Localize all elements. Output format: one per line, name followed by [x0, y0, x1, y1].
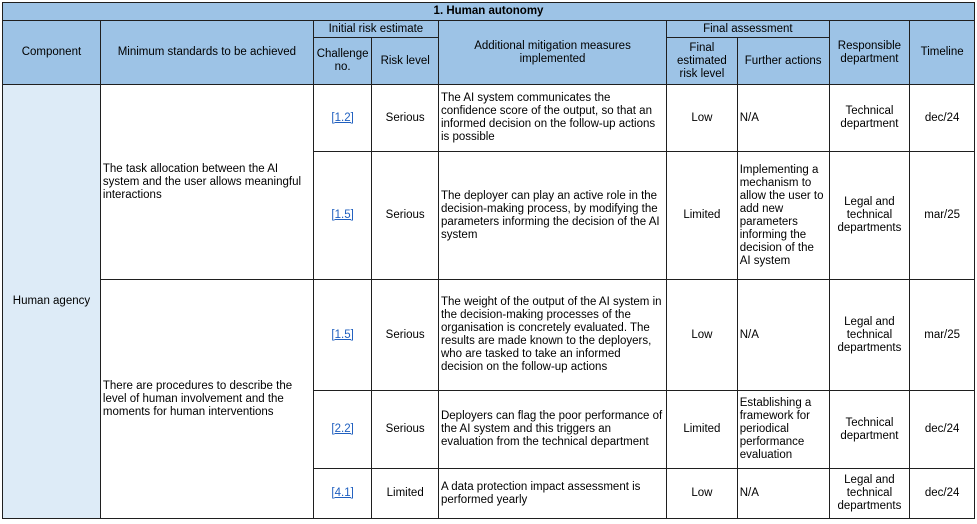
timeline-cell: mar/25 [910, 280, 975, 391]
challenge-link[interactable]: [1.5] [331, 209, 354, 221]
challenge-link[interactable]: [2.2] [331, 423, 354, 435]
further-actions-cell: N/A [737, 85, 829, 152]
final-risk-cell: Low [667, 85, 738, 152]
challenge-link[interactable]: [1.2] [331, 111, 354, 124]
mitigation-cell: The AI system communicates the confidence score of the output, so that an informed decision on the follow-up actions is possible [438, 85, 666, 152]
final-risk-cell: Low [667, 280, 738, 391]
department-cell: Technical department [829, 85, 910, 152]
further-actions-cell: N/A [737, 280, 829, 391]
component-cell: Human agency [3, 85, 101, 519]
header-further-actions: Further actions [737, 38, 829, 85]
mitigation-cell: A data protection impact assessment is performed yearly [438, 469, 666, 519]
header-risk-level: Risk level [372, 38, 439, 85]
final-risk-cell: Low [667, 469, 738, 519]
risk-level-cell: Serious [372, 280, 439, 391]
table-row [3, 85, 975, 152]
final-risk-cell: Limited [667, 391, 738, 469]
standard-cell: There are procedures to describe the level of human involvement and the moments for human interventions [100, 280, 313, 519]
department-cell: Legal and technical departments [829, 152, 910, 280]
mitigation-cell: The weight of the output of the AI system in the decision-making processes of the organisation is concretely evaluated. The results are made known to the deployers, who are tasked to take an informed decision on the follow-up actions [438, 280, 666, 391]
mitigation-cell: The deployer can play an active role in the decision-making process, by modifying the parameters informing the decision of the AI system [438, 152, 666, 280]
header-timeline: Timeline [910, 21, 975, 85]
risk-level-cell: Serious [372, 85, 439, 152]
challenge-link[interactable]: [1.5] [331, 328, 354, 341]
table-row [3, 280, 975, 391]
section-title: 1. Human autonomy [3, 3, 975, 21]
timeline-cell: dec/24 [910, 85, 975, 152]
header-initial-risk-estimate: Initial risk estimate [313, 21, 438, 38]
header-minimum-standards: Minimum standards to be achieved [100, 21, 313, 85]
header-responsible-department: Responsible department [829, 21, 910, 85]
timeline-cell: mar/25 [910, 152, 975, 280]
header-final-assessment: Final assessment [667, 21, 829, 38]
department-cell: Legal and technical departments [829, 469, 910, 519]
header-challenge-no: Challenge no. [313, 38, 372, 85]
department-cell: Legal and technical departments [829, 280, 910, 391]
mitigation-cell: Deployers can flag the poor performance of the AI system and this triggers an evaluation from the technical department [438, 391, 666, 469]
risk-level-cell: Serious [372, 152, 439, 280]
risk-assessment-table [2, 2, 975, 519]
further-actions-cell: Establishing a framework for periodical performance evaluation [737, 391, 829, 469]
header-additional-mitigation: Additional mitigation measures implemented [438, 21, 666, 85]
challenge-link[interactable]: [4.1] [331, 487, 354, 499]
timeline-cell: dec/24 [910, 391, 975, 469]
timeline-cell: dec/24 [910, 469, 975, 519]
header-component: Component [3, 21, 101, 85]
final-risk-cell: Limited [667, 152, 738, 280]
further-actions-cell: Implementing a mechanism to allow the user to add new parameters informing the decision of the AI system [737, 152, 829, 280]
risk-level-cell: Limited [372, 469, 439, 519]
standard-cell: The task allocation between the AI system and the user allows meaningful interactions [100, 85, 313, 280]
further-actions-cell: N/A [737, 469, 829, 519]
risk-level-cell: Serious [372, 391, 439, 469]
department-cell: Technical department [829, 391, 910, 469]
header-final-estimated-risk-level: Final estimated risk level [667, 38, 738, 85]
